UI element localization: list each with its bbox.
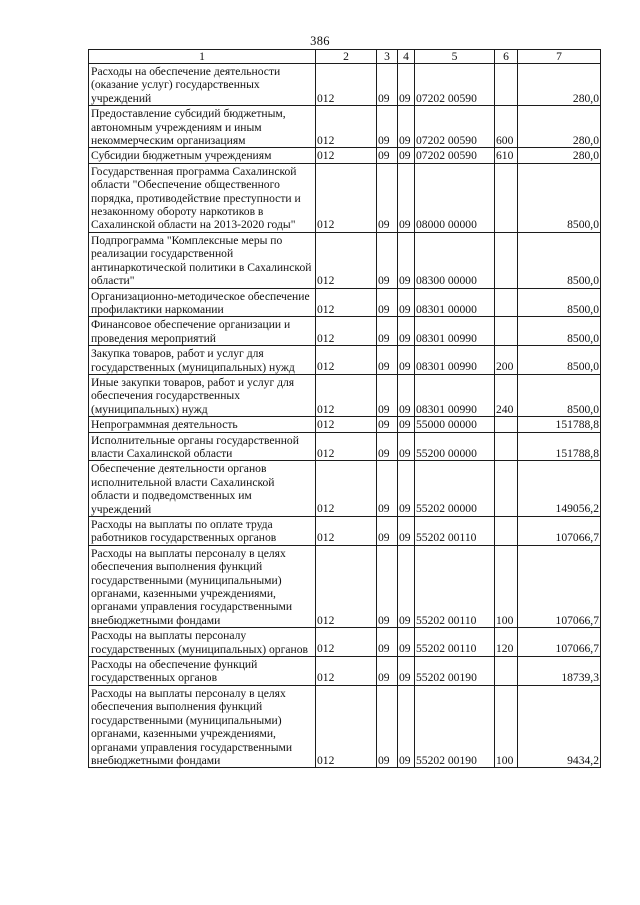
row-amount: 280,0 [518, 106, 601, 148]
row-target-code: 08301 00990 [415, 346, 495, 375]
row-target-code: 55202 00110 [415, 517, 495, 546]
row-name-cell: Расходы на обеспечение деятельности (оказание услуг) государственных учреждений [89, 64, 316, 106]
row-target-code: 55202 00000 [415, 461, 495, 517]
row-target-code: 55202 00190 [415, 685, 495, 767]
row-expense-kind: 100 [495, 685, 518, 767]
row-subsection-code: 09 [398, 288, 415, 317]
row-section-code: 09 [377, 317, 398, 346]
row-name-cell: Закупка товаров, работ и услуг для государственных (муниципальных) нужд [89, 346, 316, 375]
row-subsection-code: 09 [398, 163, 415, 232]
row-expense-kind: 600 [495, 106, 518, 148]
row-subsection-code: 09 [398, 517, 415, 546]
row-section-code: 09 [377, 64, 398, 106]
header-col-1: 1 [89, 50, 316, 64]
row-name-cell: Финансовое обеспечение организации и проведения мероприятий [89, 317, 316, 346]
row-target-code: 07202 00590 [415, 64, 495, 106]
row-section-code: 09 [377, 657, 398, 686]
row-expense-kind [495, 517, 518, 546]
row-target-code: 08300 00000 [415, 232, 495, 288]
row-subsection-code: 09 [398, 685, 415, 767]
row-expense-kind: 240 [495, 374, 518, 416]
header-col-6: 6 [495, 50, 518, 64]
row-subsection-code: 09 [398, 432, 415, 461]
row-target-code: 08301 00990 [415, 374, 495, 416]
table-row [89, 432, 601, 461]
row-admin-code: 012 [316, 64, 377, 106]
table-row [89, 64, 601, 106]
header-col-3: 3 [377, 50, 398, 64]
row-amount: 107066,7 [518, 628, 601, 657]
row-subsection-code: 09 [398, 417, 415, 432]
row-admin-code: 012 [316, 148, 377, 163]
row-subsection-code: 09 [398, 545, 415, 627]
row-amount: 280,0 [518, 64, 601, 106]
row-admin-code: 012 [316, 374, 377, 416]
row-expense-kind [495, 461, 518, 517]
row-admin-code: 012 [316, 461, 377, 517]
row-section-code: 09 [377, 106, 398, 148]
table-row [89, 346, 601, 375]
row-section-code: 09 [377, 288, 398, 317]
header-col-7: 7 [518, 50, 601, 64]
row-name-cell: Обеспечение деятельности органов исполнительной власти Сахалинской области и подведомственных им учреждений [89, 461, 316, 517]
row-section-code: 09 [377, 417, 398, 432]
row-admin-code: 012 [316, 517, 377, 546]
row-target-code: 55202 00110 [415, 628, 495, 657]
table-row [89, 374, 601, 416]
row-name-cell: Исполнительные органы государственной власти Сахалинской области [89, 432, 316, 461]
table-row [89, 417, 601, 432]
row-expense-kind [495, 163, 518, 232]
row-subsection-code: 09 [398, 106, 415, 148]
row-subsection-code: 09 [398, 346, 415, 375]
header-col-4: 4 [398, 50, 415, 64]
row-subsection-code: 09 [398, 657, 415, 686]
row-expense-kind [495, 288, 518, 317]
row-admin-code: 012 [316, 106, 377, 148]
row-expense-kind [495, 657, 518, 686]
row-target-code: 55000 00000 [415, 417, 495, 432]
row-subsection-code: 09 [398, 628, 415, 657]
row-admin-code: 012 [316, 163, 377, 232]
row-expense-kind: 100 [495, 545, 518, 627]
row-section-code: 09 [377, 232, 398, 288]
row-amount: 151788,8 [518, 417, 601, 432]
row-amount: 107066,7 [518, 517, 601, 546]
row-name-cell: Непрограммная деятельность [89, 417, 316, 432]
table-row [89, 628, 601, 657]
row-admin-code: 012 [316, 346, 377, 375]
row-amount: 18739,3 [518, 657, 601, 686]
row-target-code: 55202 00110 [415, 545, 495, 627]
row-name-cell: Подпрограмма "Комплексные меры по реализации государственной антинаркотической политики в Сахалинской области" [89, 232, 316, 288]
row-subsection-code: 09 [398, 64, 415, 106]
row-subsection-code: 09 [398, 148, 415, 163]
row-name-cell: Предоставление субсидий бюджетным, автономным учреждениям и иным некоммерческим организациям [89, 106, 316, 148]
row-target-code: 55202 00190 [415, 657, 495, 686]
row-name-cell: Субсидии бюджетным учреждениям [89, 148, 316, 163]
table-row [89, 685, 601, 767]
table-body [89, 64, 601, 768]
row-section-code: 09 [377, 517, 398, 546]
row-target-code: 08000 00000 [415, 163, 495, 232]
table-row [89, 545, 601, 627]
row-target-code: 08301 00990 [415, 317, 495, 346]
row-amount: 9434,2 [518, 685, 601, 767]
row-section-code: 09 [377, 163, 398, 232]
row-amount: 8500,0 [518, 288, 601, 317]
row-amount: 8500,0 [518, 232, 601, 288]
table-row [89, 106, 601, 148]
table-row [89, 288, 601, 317]
row-admin-code: 012 [316, 288, 377, 317]
table-row [89, 657, 601, 686]
table-row [89, 317, 601, 346]
row-admin-code: 012 [316, 232, 377, 288]
row-name-cell: Расходы на выплаты персоналу в целях обеспечения выполнения функций государственными (муниципальными) органами, казенными учреждениями, органами управления государственными внебюджетными фондами [89, 685, 316, 767]
row-amount: 8500,0 [518, 346, 601, 375]
table-row [89, 232, 601, 288]
row-target-code: 08301 00000 [415, 288, 495, 317]
row-expense-kind: 120 [495, 628, 518, 657]
row-subsection-code: 09 [398, 232, 415, 288]
header-col-5: 5 [415, 50, 495, 64]
header-row [89, 50, 601, 64]
page-number: 386 [310, 34, 330, 48]
row-amount: 151788,8 [518, 432, 601, 461]
row-expense-kind [495, 417, 518, 432]
row-admin-code: 012 [316, 628, 377, 657]
row-subsection-code: 09 [398, 374, 415, 416]
row-name-cell: Расходы на выплаты персоналу государственных (муниципальных) органов [89, 628, 316, 657]
row-section-code: 09 [377, 148, 398, 163]
row-section-code: 09 [377, 374, 398, 416]
row-expense-kind [495, 432, 518, 461]
row-section-code: 09 [377, 685, 398, 767]
row-amount: 149056,2 [518, 461, 601, 517]
row-name-cell: Организационно-методическое обеспечение профилактики наркомании [89, 288, 316, 317]
row-subsection-code: 09 [398, 461, 415, 517]
row-name-cell: Расходы на обеспечение функций государственных органов [89, 657, 316, 686]
row-admin-code: 012 [316, 685, 377, 767]
row-expense-kind [495, 64, 518, 106]
row-admin-code: 012 [316, 657, 377, 686]
row-amount: 8500,0 [518, 374, 601, 416]
row-section-code: 09 [377, 545, 398, 627]
row-section-code: 09 [377, 628, 398, 657]
row-section-code: 09 [377, 346, 398, 375]
table-row [89, 148, 601, 163]
row-expense-kind [495, 232, 518, 288]
table-row [89, 517, 601, 546]
row-name-cell: Расходы на выплаты по оплате труда работников государственных органов [89, 517, 316, 546]
row-section-code: 09 [377, 461, 398, 517]
row-expense-kind: 200 [495, 346, 518, 375]
row-subsection-code: 09 [398, 317, 415, 346]
row-amount: 280,0 [518, 148, 601, 163]
row-admin-code: 012 [316, 545, 377, 627]
row-expense-kind [495, 317, 518, 346]
row-amount: 8500,0 [518, 163, 601, 232]
table-row [89, 461, 601, 517]
row-name-cell: Иные закупки товаров, работ и услуг для обеспечения государственных (муниципальных) нужд [89, 374, 316, 416]
row-name-cell: Расходы на выплаты персоналу в целях обеспечения выполнения функций государственными (муниципальными) органами, казенными учреждениями, органами управления государственными внебюджетными фондами [89, 545, 316, 627]
row-admin-code: 012 [316, 432, 377, 461]
row-amount: 8500,0 [518, 317, 601, 346]
row-admin-code: 012 [316, 317, 377, 346]
row-admin-code: 012 [316, 417, 377, 432]
row-section-code: 09 [377, 432, 398, 461]
row-amount: 107066,7 [518, 545, 601, 627]
header-col-2: 2 [316, 50, 377, 64]
budget-table [88, 49, 601, 768]
table-row [89, 163, 601, 232]
row-name-cell: Государственная программа Сахалинской области "Обеспечение общественного порядка, противодействие преступности и незаконному обороту наркотиков в Сахалинской области на 2013-2020 годы" [89, 163, 316, 232]
row-target-code: 07202 00590 [415, 148, 495, 163]
row-target-code: 55200 00000 [415, 432, 495, 461]
row-target-code: 07202 00590 [415, 106, 495, 148]
row-expense-kind: 610 [495, 148, 518, 163]
